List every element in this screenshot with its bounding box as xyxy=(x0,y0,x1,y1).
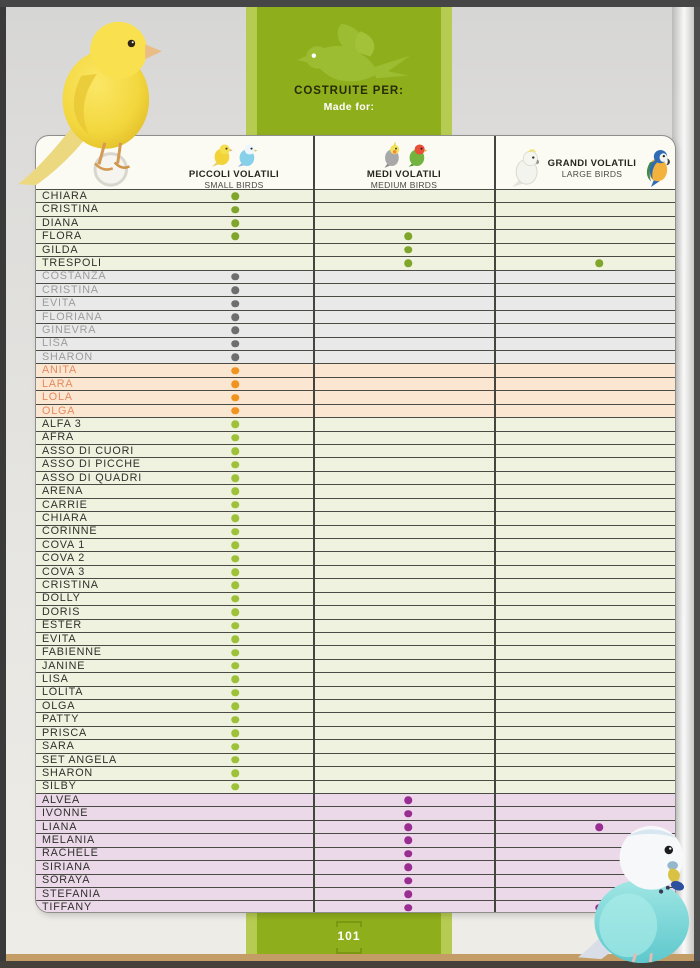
product-name: LIANA xyxy=(42,820,78,833)
small-birds-dot xyxy=(231,313,239,321)
product-name: TIFFANY xyxy=(42,901,92,913)
table-row xyxy=(36,605,675,618)
table-row xyxy=(36,189,675,202)
column-divider xyxy=(494,136,496,912)
table-row xyxy=(36,377,675,390)
banner-title: COSTRUITE PER: xyxy=(294,85,404,97)
canary-photo xyxy=(12,9,180,191)
product-name: ALVEA xyxy=(42,793,81,806)
medium-birds-dot xyxy=(404,850,412,858)
small-birds-dot xyxy=(231,219,239,227)
small-birds-dot xyxy=(231,689,239,697)
table-row xyxy=(36,417,675,430)
column-header-medium-birds xyxy=(367,142,441,190)
product-name: GINEVRA xyxy=(42,324,97,337)
lovebird-icon xyxy=(405,142,427,168)
product-name: LOLA xyxy=(42,391,73,404)
column-title: GRANDI VOLATILI xyxy=(547,157,637,169)
banner-subtitle: Made for: xyxy=(323,101,375,113)
small-birds-dot xyxy=(231,676,239,684)
medium-birds-dot xyxy=(404,246,412,254)
table-row xyxy=(36,390,675,403)
macaw-icon xyxy=(640,149,674,187)
table-row xyxy=(36,686,675,699)
small-birds-dot xyxy=(231,716,239,724)
product-name: OLGA xyxy=(42,699,76,712)
viewer-frame-left xyxy=(0,7,6,961)
page-number-bracket xyxy=(336,921,362,927)
small-birds-dot xyxy=(231,555,239,563)
product-name: CHIARA xyxy=(42,189,88,202)
table-row xyxy=(36,565,675,578)
small-birds-dot xyxy=(231,568,239,576)
product-name: OLGA xyxy=(42,404,76,417)
column-header-large-birds xyxy=(508,149,675,187)
small-birds-dot xyxy=(231,327,239,335)
product-name: COSTANZA xyxy=(42,270,107,283)
medium-birds-dot xyxy=(404,837,412,845)
product-name: EVITA xyxy=(42,297,77,310)
table-row xyxy=(36,538,675,551)
product-name: EVITA xyxy=(42,632,77,645)
table-row xyxy=(36,323,675,336)
product-name: ALFA 3 xyxy=(42,417,82,430)
small-birds-dot xyxy=(231,662,239,670)
product-name: COVA 3 xyxy=(42,565,86,578)
product-name: COVA 1 xyxy=(42,538,86,551)
product-name: SHARON xyxy=(42,766,93,779)
column-title: MEDI VOLATILI xyxy=(366,169,442,180)
table-row xyxy=(36,753,675,766)
budgie-photo xyxy=(572,823,698,963)
product-name: SHARON xyxy=(42,350,93,363)
small-birds-dot xyxy=(231,354,239,362)
small-birds-dot xyxy=(231,501,239,509)
product-name: ANITA xyxy=(42,364,77,377)
column-header-small-birds xyxy=(189,142,279,190)
small-birds-dot xyxy=(231,447,239,455)
large-birds-dot xyxy=(595,260,603,268)
small-birds-dot xyxy=(231,622,239,630)
small-birds-dot xyxy=(231,421,239,429)
table-row xyxy=(36,457,675,470)
medium-birds-dot xyxy=(404,904,412,912)
product-name: AFRA xyxy=(42,431,74,444)
medium-birds-dot xyxy=(404,233,412,241)
product-name: CHIARA xyxy=(42,511,88,524)
product-name: ASSO DI QUADRI xyxy=(42,471,142,484)
medium-birds-dot xyxy=(404,796,412,804)
small-birds-dot xyxy=(231,286,239,294)
table-row xyxy=(36,337,675,350)
table-row xyxy=(36,712,675,725)
product-name: LOLITA xyxy=(42,686,84,699)
product-name: CRISTINA xyxy=(42,579,99,592)
small-birds-dot xyxy=(231,474,239,482)
product-name: PRISCA xyxy=(42,726,87,739)
table-row xyxy=(36,592,675,605)
small-birds-dot xyxy=(231,515,239,523)
cockatoo-icon xyxy=(508,149,544,187)
small-birds-dot xyxy=(231,541,239,549)
table-row xyxy=(36,310,675,323)
table-row xyxy=(36,484,675,497)
table-row xyxy=(36,431,675,444)
cockatiel-icon xyxy=(380,142,402,168)
product-name: RACHELE xyxy=(42,847,99,860)
table-row xyxy=(36,270,675,283)
compatibility-table xyxy=(35,135,676,913)
product-name: ARENA xyxy=(42,485,84,498)
table-row xyxy=(36,511,675,524)
small-birds-dot xyxy=(231,743,239,751)
table-row xyxy=(36,283,675,296)
product-name: CRISTINA xyxy=(42,203,99,216)
product-name: STEFANIA xyxy=(42,887,101,900)
product-name: FLORIANA xyxy=(42,310,103,323)
small-birds-dot xyxy=(231,635,239,643)
small-birds-dot xyxy=(231,192,239,200)
table-row xyxy=(36,780,675,793)
product-name: ESTER xyxy=(42,619,82,632)
canary-icon xyxy=(210,142,232,168)
table-row xyxy=(36,645,675,658)
product-name: IVONNE xyxy=(42,807,89,820)
table-rows xyxy=(36,189,675,913)
small-birds-dot xyxy=(231,206,239,214)
product-name: LISA xyxy=(42,337,69,350)
table-row xyxy=(36,672,675,685)
small-birds-dot xyxy=(231,434,239,442)
product-name: COVA 2 xyxy=(42,552,86,565)
viewer-frame-top xyxy=(0,0,700,7)
product-name: FABIENNE xyxy=(42,646,102,659)
small-birds-dot xyxy=(231,340,239,348)
product-name: CORINNE xyxy=(42,525,98,538)
table-row xyxy=(36,659,675,672)
table-row xyxy=(36,619,675,632)
table-row xyxy=(36,296,675,309)
product-name: TRESPOLI xyxy=(42,256,102,269)
product-name: LARA xyxy=(42,377,74,390)
table-row xyxy=(36,404,675,417)
product-name: JANINE xyxy=(42,659,86,672)
small-birds-dot xyxy=(231,783,239,791)
product-name: CRISTINA xyxy=(42,283,99,296)
table-row xyxy=(36,793,675,806)
small-birds-dot xyxy=(231,756,239,764)
medium-birds-dot xyxy=(404,260,412,268)
product-name: LISA xyxy=(42,673,69,685)
table-row xyxy=(36,471,675,484)
table-row xyxy=(36,632,675,645)
table-row xyxy=(36,699,675,712)
medium-birds-dot xyxy=(404,890,412,898)
page-number-bracket xyxy=(336,948,362,954)
product-name: ASSO DI CUORI xyxy=(42,444,134,457)
column-subtitle: MEDIUM BIRDS xyxy=(370,180,438,190)
table-row xyxy=(36,229,675,242)
product-name: DIANA xyxy=(42,216,79,229)
table-row xyxy=(36,739,675,752)
small-birds-dot xyxy=(231,729,239,737)
small-birds-dot xyxy=(231,595,239,603)
small-birds-dot xyxy=(231,233,239,241)
medium-birds-dot xyxy=(404,877,412,885)
table-row xyxy=(36,444,675,457)
product-name: CARRIE xyxy=(42,498,88,511)
table-row xyxy=(36,578,675,591)
product-name: FLORA xyxy=(42,230,82,243)
column-title: PICCOLI VOLATILI xyxy=(188,169,280,180)
product-name: SET ANGELA xyxy=(42,753,118,766)
product-name: SIRIANA xyxy=(42,860,91,873)
product-name: PATTY xyxy=(42,713,80,726)
column-subtitle: SMALL BIRDS xyxy=(204,180,264,190)
product-name: GILDA xyxy=(42,243,79,256)
small-birds-dot xyxy=(231,380,239,388)
medium-birds-dot xyxy=(404,864,412,872)
small-birds-dot xyxy=(231,273,239,281)
table-row xyxy=(36,363,675,376)
table-row xyxy=(36,216,675,229)
column-divider xyxy=(313,136,315,912)
small-birds-dot xyxy=(231,300,239,308)
medium-birds-dot xyxy=(404,823,412,831)
table-row xyxy=(36,256,675,269)
product-name: DOLLY xyxy=(42,592,81,605)
viewer-frame-right xyxy=(694,7,700,961)
table-row xyxy=(36,726,675,739)
small-birds-dot xyxy=(231,461,239,469)
small-birds-dot xyxy=(231,649,239,657)
small-birds-dot xyxy=(231,488,239,496)
small-birds-dot xyxy=(231,609,239,617)
product-name: ASSO DI PICCHE xyxy=(42,458,141,471)
product-name: SILBY xyxy=(42,780,77,793)
product-name: MELANIA xyxy=(42,834,95,847)
product-name: DORIS xyxy=(42,605,81,618)
product-name: SARA xyxy=(42,740,75,753)
medium-birds-dot xyxy=(404,810,412,818)
small-birds-dot xyxy=(231,528,239,536)
table-row xyxy=(36,525,675,538)
small-birds-dot xyxy=(231,702,239,710)
table-row xyxy=(36,498,675,511)
small-birds-dot xyxy=(231,770,239,778)
table-row xyxy=(36,202,675,215)
product-name: SORAYA xyxy=(42,874,91,887)
budgie-icon xyxy=(235,142,257,168)
small-birds-dot xyxy=(231,367,239,375)
small-birds-dot xyxy=(231,394,239,402)
table-row xyxy=(36,766,675,779)
column-subtitle: LARGE BIRDS xyxy=(561,168,623,179)
table-row xyxy=(36,806,675,819)
table-row xyxy=(36,551,675,564)
table-row xyxy=(36,350,675,363)
small-birds-dot xyxy=(231,582,239,590)
table-row xyxy=(36,243,675,256)
small-birds-dot xyxy=(231,407,239,415)
page-number: 101 xyxy=(337,929,361,943)
